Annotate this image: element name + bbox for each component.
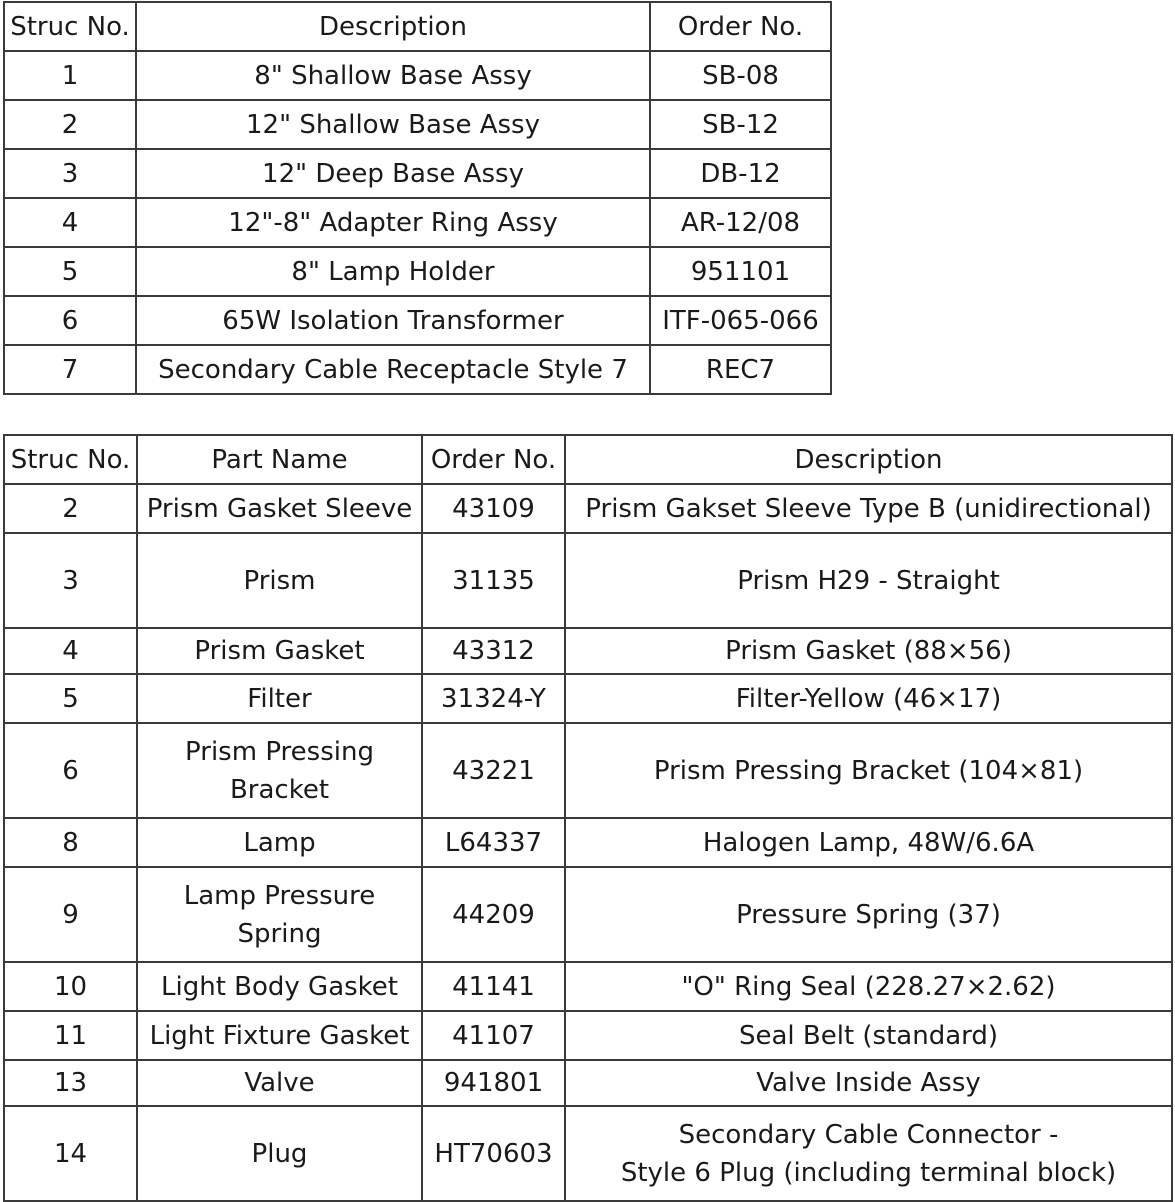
cell-order-no: 31135 bbox=[422, 533, 565, 628]
cell-struc-no: 6 bbox=[4, 723, 137, 818]
cell-struc-no: 3 bbox=[4, 149, 136, 198]
cell-order-no: SB-12 bbox=[650, 100, 831, 149]
cell-part-name: Prism Gasket bbox=[137, 628, 422, 674]
table-row bbox=[4, 1060, 1172, 1106]
table-row bbox=[4, 51, 831, 100]
cell-order-no: 941801 bbox=[422, 1060, 565, 1106]
table-row bbox=[4, 867, 1172, 962]
cell-struc-no: 4 bbox=[4, 628, 137, 674]
table-row bbox=[4, 100, 831, 149]
cell-order-no: ITF-065-066 bbox=[650, 296, 831, 345]
cell-description: 12" Deep Base Assy bbox=[136, 149, 650, 198]
cell-part-name: Prism bbox=[137, 533, 422, 628]
cell-description: Pressure Spring (37) bbox=[565, 867, 1172, 962]
column-header-description: Description bbox=[565, 435, 1172, 484]
table-row bbox=[4, 533, 1172, 628]
column-header-order-no: Order No. bbox=[650, 2, 831, 51]
cell-order-no: REC7 bbox=[650, 345, 831, 394]
cell-description: Prism Pressing Bracket (104×81) bbox=[565, 723, 1172, 818]
table-row bbox=[4, 674, 1172, 723]
cell-description: Secondary Cable Connector - Style 6 Plug (including terminal block) bbox=[565, 1106, 1172, 1201]
cell-part-name: Plug bbox=[137, 1106, 422, 1201]
cell-order-no: 951101 bbox=[650, 247, 831, 296]
cell-struc-no: 11 bbox=[4, 1011, 137, 1060]
table-row bbox=[4, 818, 1172, 867]
table-header-row bbox=[4, 435, 1172, 484]
cell-struc-no: 4 bbox=[4, 198, 136, 247]
column-header-struc-no: Struc No. bbox=[4, 2, 136, 51]
table-row bbox=[4, 723, 1172, 818]
cell-description: Prism Gakset Sleeve Type B (unidirectional) bbox=[565, 484, 1172, 533]
cell-order-no: 43221 bbox=[422, 723, 565, 818]
cell-description: 8" Lamp Holder bbox=[136, 247, 650, 296]
cell-description: Prism Gasket (88×56) bbox=[565, 628, 1172, 674]
cell-struc-no: 8 bbox=[4, 818, 137, 867]
cell-struc-no: 7 bbox=[4, 345, 136, 394]
table-row bbox=[4, 1106, 1172, 1201]
cell-order-no: 43312 bbox=[422, 628, 565, 674]
cell-struc-no: 2 bbox=[4, 100, 136, 149]
cell-description: Filter-Yellow (46×17) bbox=[565, 674, 1172, 723]
cell-description: "O" Ring Seal (228.27×2.62) bbox=[565, 962, 1172, 1011]
cell-struc-no: 10 bbox=[4, 962, 137, 1011]
cell-description: 8" Shallow Base Assy bbox=[136, 51, 650, 100]
cell-order-no: 41107 bbox=[422, 1011, 565, 1060]
table-row bbox=[4, 484, 1172, 533]
cell-struc-no: 5 bbox=[4, 247, 136, 296]
cell-description: Prism H29 - Straight bbox=[565, 533, 1172, 628]
cell-order-no: AR-12/08 bbox=[650, 198, 831, 247]
column-header-struc-no: Struc No. bbox=[4, 435, 137, 484]
cell-description: 12" Shallow Base Assy bbox=[136, 100, 650, 149]
table-row bbox=[4, 198, 831, 247]
cell-description: Secondary Cable Receptacle Style 7 bbox=[136, 345, 650, 394]
column-header-part-name: Part Name bbox=[137, 435, 422, 484]
cell-struc-no: 6 bbox=[4, 296, 136, 345]
cell-struc-no: 5 bbox=[4, 674, 137, 723]
table-row bbox=[4, 345, 831, 394]
cell-struc-no: 1 bbox=[4, 51, 136, 100]
cell-part-name: Light Fixture Gasket bbox=[137, 1011, 422, 1060]
cell-part-name: Valve bbox=[137, 1060, 422, 1106]
cell-part-name: Prism Gasket Sleeve bbox=[137, 484, 422, 533]
cell-struc-no: 2 bbox=[4, 484, 137, 533]
column-header-description: Description bbox=[136, 2, 650, 51]
cell-part-name: Prism Pressing Bracket bbox=[137, 723, 422, 818]
cell-order-no: 44209 bbox=[422, 867, 565, 962]
column-header-order-no: Order No. bbox=[422, 435, 565, 484]
table-row bbox=[4, 149, 831, 198]
cell-struc-no: 9 bbox=[4, 867, 137, 962]
cell-order-no: HT70603 bbox=[422, 1106, 565, 1201]
cell-order-no: L64337 bbox=[422, 818, 565, 867]
cell-order-no: 31324-Y bbox=[422, 674, 565, 723]
cell-description: 65W Isolation Transformer bbox=[136, 296, 650, 345]
parts-list-table bbox=[3, 434, 1173, 1202]
table-row bbox=[4, 247, 831, 296]
cell-description: 12"-8" Adapter Ring Assy bbox=[136, 198, 650, 247]
cell-order-no: 43109 bbox=[422, 484, 565, 533]
cell-description: Valve Inside Assy bbox=[565, 1060, 1172, 1106]
table-header-row bbox=[4, 2, 831, 51]
cell-struc-no: 3 bbox=[4, 533, 137, 628]
table-row bbox=[4, 962, 1172, 1011]
cell-order-no: SB-08 bbox=[650, 51, 831, 100]
cell-part-name: Lamp bbox=[137, 818, 422, 867]
cell-part-name: Lamp Pressure Spring bbox=[137, 867, 422, 962]
cell-description: Seal Belt (standard) bbox=[565, 1011, 1172, 1060]
cell-description: Halogen Lamp, 48W/6.6A bbox=[565, 818, 1172, 867]
cell-struc-no: 13 bbox=[4, 1060, 137, 1106]
table-row bbox=[4, 628, 1172, 674]
table-row bbox=[4, 1011, 1172, 1060]
cell-part-name: Light Body Gasket bbox=[137, 962, 422, 1011]
cell-order-no: 41141 bbox=[422, 962, 565, 1011]
table-row bbox=[4, 296, 831, 345]
cell-order-no: DB-12 bbox=[650, 149, 831, 198]
base-assembly-table bbox=[3, 1, 832, 395]
cell-struc-no: 14 bbox=[4, 1106, 137, 1201]
cell-part-name: Filter bbox=[137, 674, 422, 723]
